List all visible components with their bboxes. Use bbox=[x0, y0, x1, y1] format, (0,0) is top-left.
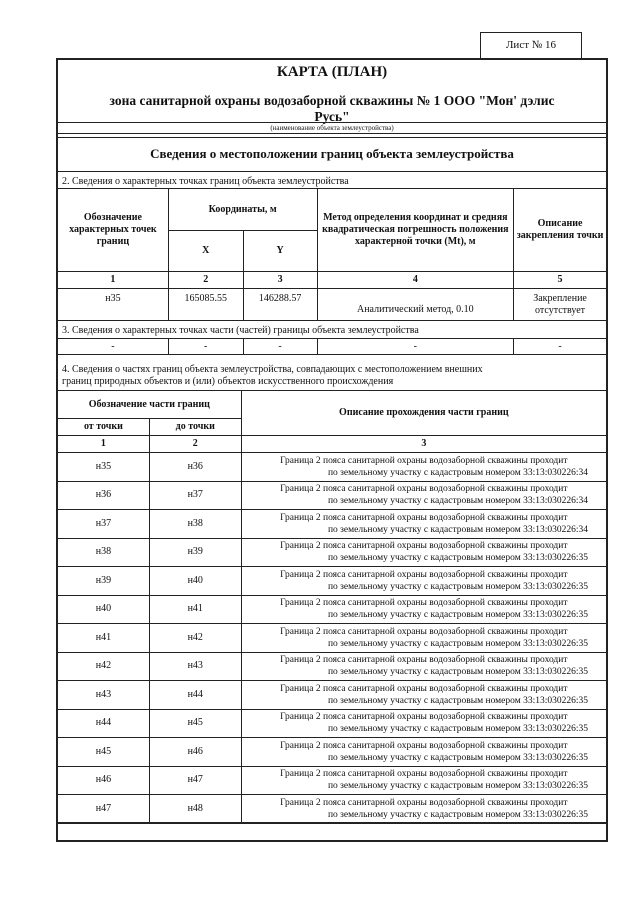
description-line2: по земельному участку с кадастровым номером 33:13:030226:35 bbox=[327, 781, 588, 792]
from-point: н36 bbox=[58, 481, 150, 510]
to-point: н39 bbox=[149, 538, 241, 567]
description-line2: по земельному участку с кадастровым номером 33:13:030226:34 bbox=[327, 467, 588, 478]
col-number: 2 bbox=[149, 436, 241, 453]
table-row bbox=[58, 652, 607, 681]
col-number: 3 bbox=[241, 436, 606, 453]
part-description bbox=[241, 624, 606, 653]
from-point: н42 bbox=[58, 652, 150, 681]
point-y: 146288.57 bbox=[243, 289, 317, 321]
from-point: н40 bbox=[58, 595, 150, 624]
from-point: н41 bbox=[58, 624, 150, 653]
divider bbox=[56, 122, 608, 123]
from-point: н44 bbox=[58, 709, 150, 738]
description-line1: Граница 2 пояса санитарной охраны водозаборной скважины проходит bbox=[280, 569, 568, 580]
from-point: н43 bbox=[58, 681, 150, 710]
col-number: 1 bbox=[58, 272, 169, 289]
part-description bbox=[241, 567, 606, 596]
object-caption: (наименование объекта землеустройства) bbox=[270, 124, 394, 132]
table-row bbox=[58, 481, 607, 510]
header-part-description: Описание прохождения части границ bbox=[241, 391, 606, 436]
point-fixing: Закрепление отсутствует bbox=[514, 289, 607, 321]
divider bbox=[56, 171, 608, 172]
col-number: 5 bbox=[514, 272, 607, 289]
description-line2: по земельному участку с кадастровым номером 33:13:030226:34 bbox=[327, 496, 588, 507]
empty-cell: - bbox=[58, 339, 169, 355]
to-point: н37 bbox=[149, 481, 241, 510]
document-subtitle-line1: зона санитарной охраны водозаборной скважины № 1 ООО "Мон' дэлис bbox=[109, 93, 555, 108]
to-point: н42 bbox=[149, 624, 241, 653]
table-row bbox=[58, 795, 607, 824]
description-line2: по земельному участку с кадастровым номером 33:13:030226:34 bbox=[327, 524, 588, 535]
to-point: н40 bbox=[149, 567, 241, 596]
header-x: X bbox=[168, 231, 243, 272]
empty-cell: - bbox=[168, 339, 243, 355]
col-number: 2 bbox=[168, 272, 243, 289]
part-description bbox=[241, 681, 606, 710]
empty-cell: - bbox=[317, 339, 514, 355]
table-row bbox=[58, 595, 607, 624]
empty-cell: - bbox=[514, 339, 607, 355]
to-point: н36 bbox=[149, 453, 241, 482]
divider bbox=[56, 822, 608, 823]
section4-label-line2: границ природных объектов и (или) объектов искусственного происхождения bbox=[62, 376, 394, 387]
description-line2: по земельному участку с кадастровым номером 33:13:030226:35 bbox=[327, 667, 588, 678]
from-point: н45 bbox=[58, 738, 150, 767]
description-line1: Граница 2 пояса санитарной охраны водозаборной скважины проходит bbox=[280, 484, 568, 495]
header-part: Обозначение части границ bbox=[58, 391, 242, 419]
col-number: 4 bbox=[317, 272, 514, 289]
description-line1: Граница 2 пояса санитарной охраны водозаборной скважины проходит bbox=[280, 740, 568, 751]
document-subtitle-line2: Русь" bbox=[314, 109, 350, 124]
part-description bbox=[241, 652, 606, 681]
point-x: 165085.55 bbox=[168, 289, 243, 321]
to-point: н44 bbox=[149, 681, 241, 710]
part-points-table bbox=[57, 338, 607, 355]
from-point: н46 bbox=[58, 766, 150, 795]
from-point: н47 bbox=[58, 795, 150, 824]
part-description bbox=[241, 738, 606, 767]
description-line1: Граница 2 пояса санитарной охраны водозаборной скважины проходит bbox=[280, 541, 568, 552]
section4-label-line1: 4. Сведения о частях границ объекта землеустройства, совпадающих с местоположением внешних bbox=[62, 364, 483, 375]
description-line2: по земельному участку с кадастровым номером 33:13:030226:35 bbox=[327, 638, 588, 649]
empty-cell: - bbox=[243, 339, 317, 355]
table-row bbox=[58, 766, 607, 795]
description-line1: Граница 2 пояса санитарной охраны водозаборной скважины проходит bbox=[280, 626, 568, 637]
to-point: н38 bbox=[149, 510, 241, 539]
divider bbox=[56, 133, 608, 134]
to-point: н45 bbox=[149, 709, 241, 738]
document-title: КАРТА (ПЛАН) bbox=[276, 64, 388, 80]
section3-label: 3. Сведения о характерных точках части (частей) границы объекта землеустройства bbox=[62, 325, 419, 336]
description-line2: по земельному участку с кадастровым номером 33:13:030226:35 bbox=[327, 809, 588, 820]
part-description bbox=[241, 510, 606, 539]
table-row bbox=[58, 681, 607, 710]
description-line1: Граница 2 пояса санитарной охраны водозаборной скважины проходит bbox=[280, 455, 568, 466]
description-line1: Граница 2 пояса санитарной охраны водозаборной скважины проходит bbox=[280, 712, 568, 723]
header-from: от точки bbox=[58, 419, 150, 436]
table-row bbox=[58, 709, 607, 738]
description-line2: по земельному участку с кадастровым номером 33:13:030226:35 bbox=[327, 752, 588, 763]
part-description bbox=[241, 538, 606, 567]
section-heading: Сведения о местоположении границ объекта землеустройства bbox=[150, 146, 514, 161]
to-point: н41 bbox=[149, 595, 241, 624]
table-row bbox=[58, 538, 607, 567]
point-method: Аналитический метод, 0.10 bbox=[317, 289, 514, 321]
part-description bbox=[241, 795, 606, 824]
description-line1: Граница 2 пояса санитарной охраны водозаборной скважины проходит bbox=[280, 655, 568, 666]
from-point: н38 bbox=[58, 538, 150, 567]
header-designation: Обозначение характерных точек границ bbox=[58, 189, 169, 272]
point-name: н35 bbox=[58, 289, 169, 321]
description-line1: Граница 2 пояса санитарной охраны водозаборной скважины проходит bbox=[280, 683, 568, 694]
header-method: Метод определения координат и средняя квадратическая погрешность положения характерной точки (Mt), м bbox=[317, 189, 514, 272]
description-line2: по земельному участку с кадастровым номером 33:13:030226:35 bbox=[327, 695, 588, 706]
table-row bbox=[58, 624, 607, 653]
from-point: н35 bbox=[58, 453, 150, 482]
description-line2: по земельному участку с кадастровым номером 33:13:030226:35 bbox=[327, 610, 588, 621]
table-row bbox=[58, 453, 607, 482]
to-point: н43 bbox=[149, 652, 241, 681]
part-description bbox=[241, 709, 606, 738]
sheet-number: Лист № 16 bbox=[480, 32, 582, 59]
col-number: 3 bbox=[243, 272, 317, 289]
divider bbox=[56, 137, 608, 138]
description-line1: Граница 2 пояса санитарной охраны водозаборной скважины проходит bbox=[280, 598, 568, 609]
description-line2: по земельному участку с кадастровым номером 33:13:030226:35 bbox=[327, 553, 588, 564]
part-description bbox=[241, 453, 606, 482]
col-number: 1 bbox=[58, 436, 150, 453]
points-table bbox=[57, 188, 607, 321]
description-line2: по земельному участку с кадастровым номером 33:13:030226:35 bbox=[327, 724, 588, 735]
to-point: н48 bbox=[149, 795, 241, 824]
from-point: н39 bbox=[58, 567, 150, 596]
table-row bbox=[58, 510, 607, 539]
header-to: до точки bbox=[149, 419, 241, 436]
table-row bbox=[58, 567, 607, 596]
to-point: н46 bbox=[149, 738, 241, 767]
description-line1: Граница 2 пояса санитарной охраны водозаборной скважины проходит bbox=[280, 769, 568, 780]
header-coordinates: Координаты, м bbox=[168, 189, 317, 231]
part-description bbox=[241, 481, 606, 510]
part-description bbox=[241, 766, 606, 795]
header-y: Y bbox=[243, 231, 317, 272]
description-line2: по земельному участку с кадастровым номером 33:13:030226:35 bbox=[327, 581, 588, 592]
description-line1: Граница 2 пояса санитарной охраны водозаборной скважины проходит bbox=[280, 797, 568, 808]
table-row bbox=[58, 738, 607, 767]
header-fixing: Описание закрепления точки bbox=[514, 189, 607, 272]
boundary-parts-table bbox=[57, 390, 607, 824]
description-line1: Граница 2 пояса санитарной охраны водозаборной скважины проходит bbox=[280, 512, 568, 523]
section2-label: 2. Сведения о характерных точках границ объекта землеустройства bbox=[62, 176, 349, 187]
part-description bbox=[241, 595, 606, 624]
from-point: н37 bbox=[58, 510, 150, 539]
to-point: н47 bbox=[149, 766, 241, 795]
